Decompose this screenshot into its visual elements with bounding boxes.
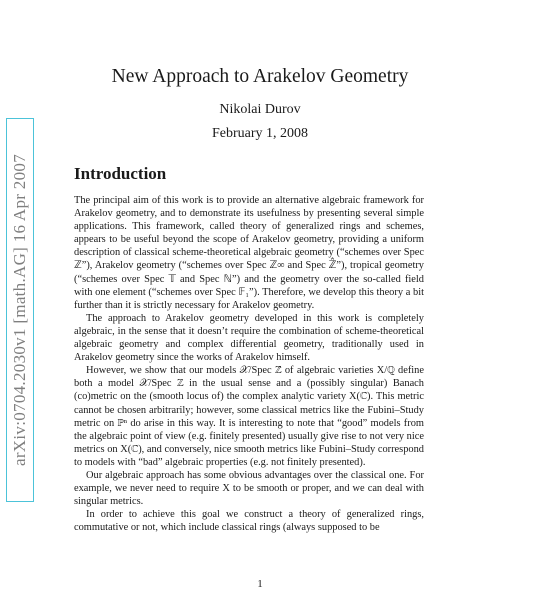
paragraph: However, we show that our models 𝒳/Spec ℤ̂ of algebraic varieties X/ℚ define both a model 𝒳/Spec ℤ in the usual sense and a (possibly singular) Banach (co)metric on the (smooth locus of) the complex analytic variety X(ℂ). This metric cannot be chosen arbitrarily; however, some classical metrics like the Fubini–Study metric on ℙⁿ do arise in this way. It is interesting to note that “good” models from the algebraic point of view (e.g. finitely presented) usually give rise to not very nice metrics on X(ℂ), and conversely, nice smooth metrics like Fubini–Study correspond to models with “bad” algebraic properties (e.g. not finitely presented). (74, 365, 424, 468)
arxiv-identifier: arXiv:0704.2030v1 [math.AG] 16 Apr 2007 (10, 154, 29, 466)
section-heading: Introduction (74, 164, 167, 183)
paper-date: February 1, 2008 (211, 126, 309, 141)
paragraph: Our algebraic approach has some obvious advantages over the classical one. For example, we never need to require X to be smooth or proper, and we can deal with singular metrics. (74, 469, 424, 508)
paper-author: Nikolai Durov (219, 102, 301, 117)
paragraph: The principal aim of this work is to provide an alternative algebraic framework for Arakelov geometry, and to demonstrate its usefulness by presenting several simple applications. This framework, called theory of generalized rings and schemes, appears to be useful beyond the scope of Arakelov geometry, providing a uniform description of classical scheme-theoretical algebraic geometry (“schemes over Spec ℤ”), Arakelov geometry (“schemes over Spec ℤ∞ and Spec ℤ̂”), tropical geometry (“schemes over Spec 𝕋 and Spec ℕ”) and the geometry over the so-called field with one element (“schemes over Spec 𝔽₁”). Therefore, we develop this theory a bit further than it is strictly necessary for Arakelov geometry. (74, 195, 424, 311)
paragraph: The approach to Arakelov geometry developed in this work is completely algebraic, in the sense that it doesn’t require the combination of scheme-theoretical algebraic geometry and complex differential geometry, traditionally used in Arakelov geometry since the works of Arakelov himself. (74, 312, 424, 364)
page-number: 1 (257, 578, 263, 590)
section-body (74, 194, 424, 534)
paragraph: In order to achieve this goal we construct a theory of generalized rings, commutative or not, which include classical rings (always supposed to be (74, 509, 424, 534)
paper-title: New Approach to Arakelov Geometry (111, 66, 409, 87)
